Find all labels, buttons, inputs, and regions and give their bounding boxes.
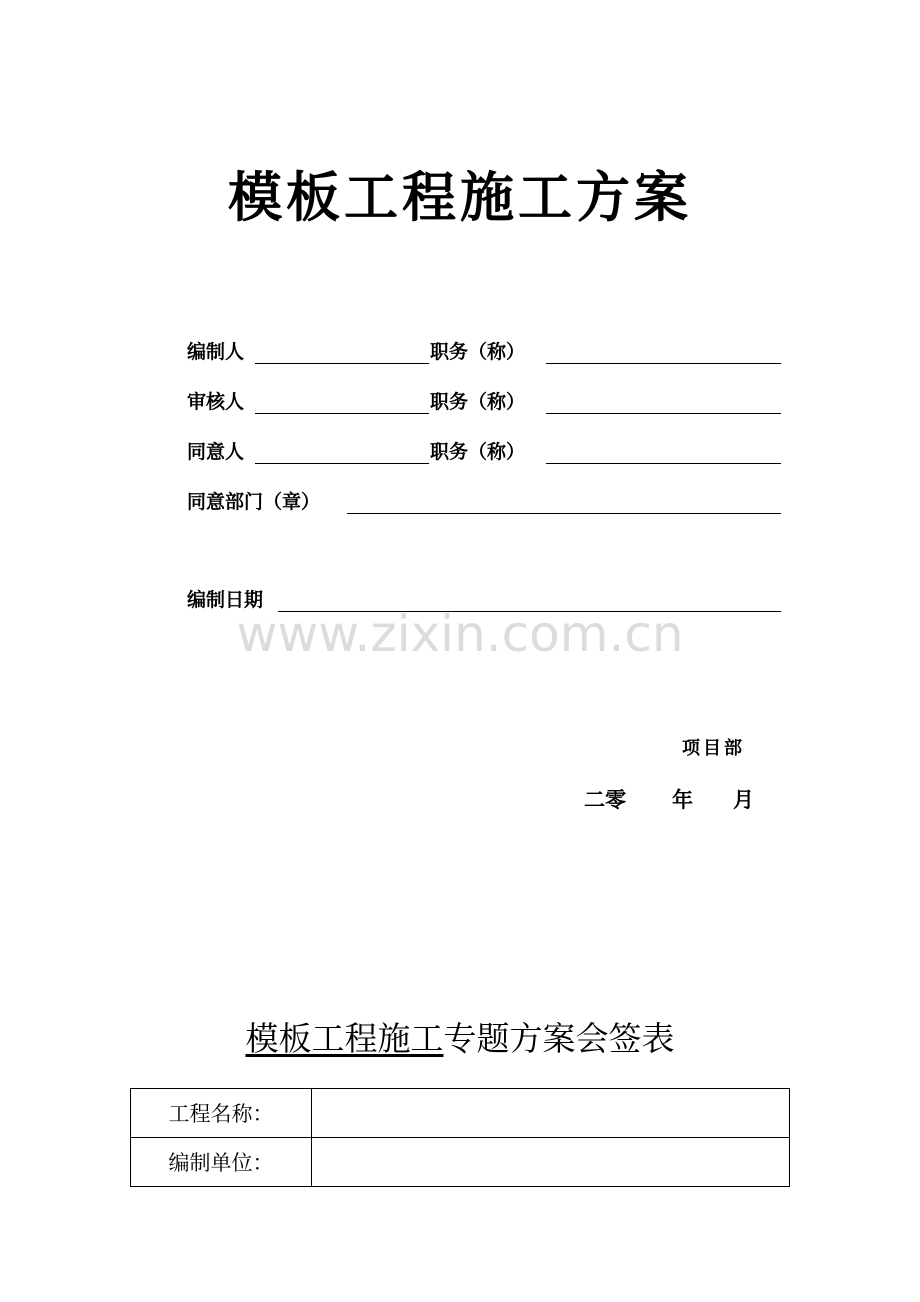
- approving-dept-blank-line: [347, 513, 781, 514]
- date-prefix: 二零: [584, 787, 626, 812]
- compiler-label: 编制人: [187, 341, 245, 363]
- reviewer-blank-line: [255, 413, 429, 414]
- page-title: 模板工程施工方案: [228, 165, 692, 229]
- watermark: www.zixin.com.cn: [236, 605, 684, 663]
- compiler-blank-line: [255, 363, 429, 364]
- approver-label: 同意人: [187, 441, 245, 463]
- approving-dept-label: 同意部门（章）: [187, 491, 321, 513]
- compiling-unit-label: 编制单位：: [131, 1138, 312, 1187]
- reviewer-position-blank-line: [546, 413, 781, 414]
- date-month: 月: [733, 787, 754, 812]
- sign-sheet-title-underlined: 模板工程施工: [245, 1019, 444, 1058]
- compile-date-label: 编制日期: [187, 589, 264, 611]
- table-row: [131, 1138, 790, 1187]
- sign-sheet-table: [130, 1088, 790, 1187]
- table-row: [131, 1089, 790, 1138]
- sign-sheet-title-rest: 专题方案会签表: [443, 1019, 675, 1058]
- date-year: 年: [672, 787, 693, 812]
- reviewer-position-label: 职务（称）: [430, 391, 526, 413]
- compiling-unit-value: [312, 1138, 790, 1187]
- approver-blank-line: [255, 463, 429, 464]
- project-name-label: 工程名称：: [131, 1089, 312, 1138]
- approver-position-blank-line: [546, 463, 781, 464]
- compiler-position-blank-line: [546, 363, 781, 364]
- compiler-position-label: 职务（称）: [430, 341, 526, 363]
- department-name: 项目部: [682, 738, 745, 759]
- sign-sheet-title: [0, 1017, 920, 1061]
- reviewer-label: 审核人: [187, 391, 245, 413]
- approver-position-label: 职务（称）: [430, 441, 526, 463]
- project-name-value: [312, 1089, 790, 1138]
